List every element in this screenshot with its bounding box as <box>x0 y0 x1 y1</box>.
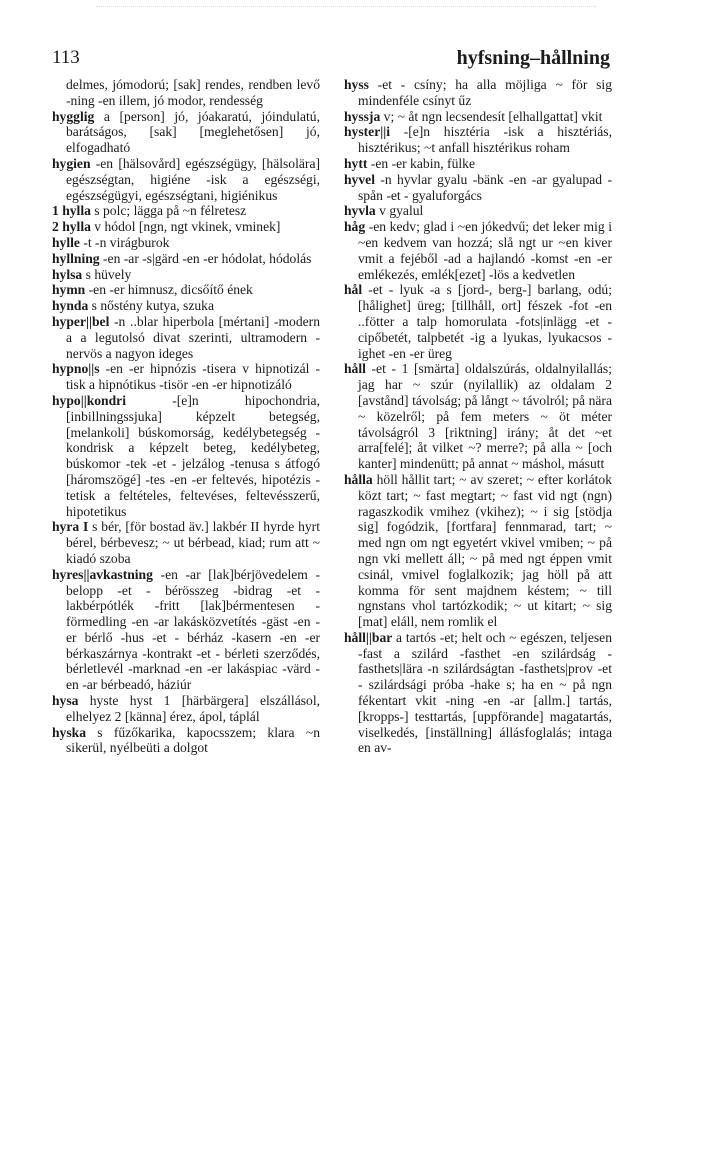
dictionary-entry <box>52 519 320 566</box>
entry-definition: -et - csíny; ha alla möjliga ~ för sig mindenféle csínyt űz <box>358 77 612 108</box>
entry-definition: v hódol [ngn, ngt vkinek, vminek] <box>90 219 281 235</box>
dictionary-entry <box>52 219 320 235</box>
dictionary-entry <box>344 361 612 472</box>
scan-edge-line <box>96 6 596 7</box>
entry-definition: -et - lyuk -a s [jord-, berg-] barlang, odú; [hålighet] üreg; [tillhåll, ort] fészek -fot -en ..fötter a talp homorulata -fots|inlägg -et - cipőbetét, talpbetét -ig a lyukas, lyukacsos -ighet -en -er üreg <box>358 282 612 361</box>
right-column <box>344 77 612 756</box>
dictionary-entry <box>52 109 320 156</box>
entry-headword: hygglig <box>52 108 95 124</box>
dictionary-entry <box>344 472 612 630</box>
dictionary-entry <box>52 314 320 361</box>
entry-headword: hymn <box>52 282 86 298</box>
entry-definition: -en [hälsovård] egészségügy, [hälsolära] egészségtan, higiéne -isk a egészségi, egészségügyi, egészségtani, higiénikus <box>66 155 320 203</box>
entry-definition: v; ~ åt ngn lecsendesít [elhallgattat] vkit <box>380 108 603 124</box>
dictionary-entry <box>344 172 612 204</box>
entry-definition: -[e]n hisztéria -isk a hisztériás, hisztérikus; ~t anfall hisztérikus roham <box>358 124 612 156</box>
entry-headword: hålla <box>344 471 373 487</box>
entry-definition: s hüvely <box>82 266 132 282</box>
entry-headword: hyra I <box>52 519 89 535</box>
entry-headword: hyvel <box>344 171 375 187</box>
entry-headword: hytt <box>344 155 368 171</box>
dictionary-entry <box>344 124 612 156</box>
entry-headword: hål <box>344 282 363 298</box>
entry-headword: hyres||avkastning <box>52 566 153 582</box>
entry-headword: hyper||bel <box>52 313 110 329</box>
entry-headword: håll <box>344 361 366 377</box>
entry-headword: håg <box>344 219 366 235</box>
entry-headword: hyss <box>344 77 369 92</box>
left-column <box>52 77 320 756</box>
entry-headword: hylle <box>52 234 80 250</box>
entry-headword: hyssja <box>344 108 381 124</box>
dictionary-entry <box>344 77 612 109</box>
entry-definition: a [person] jó, jóakaratú, jóindulatú, barátságos, [sak] [meglehetősen] jó, elfogadható <box>66 108 320 156</box>
entry-definition: s nőstény kutya, szuka <box>88 298 215 314</box>
entry-headword: hyllning <box>52 250 100 266</box>
entry-headword: hypo||kondri <box>52 392 126 408</box>
entry-headword: håll||bar <box>344 629 393 645</box>
running-head: hyfsning–hållning <box>456 47 610 69</box>
entry-definition: -en -ar -s|gärd -en -er hódolat, hódolás <box>99 250 312 266</box>
entry-definition: höll hållit tart; ~ av szeret; ~ efter korlátok közt tart; ~ fast megtart; ~ fast vid ngt (ngn) ragaszkodik vmihez (vkihez); ~ i sig [stödja sig] fogódzik, [fortfara] fennmarad, tart; ~ med ngn om ngt egyetért vkivel vmiben; ~ på ngn vki mellett áll; ~ på med ngt éppen vmit csinál, vmivel foglalkozik; jag höll på att komma för sent majdnem késtem; ~ till ngnstans vhol tartózkodik; ~ ut kitart; ~ sig [mat] eláll, nem romlik el <box>358 471 612 630</box>
entry-definition: v gyalul <box>375 203 424 219</box>
dictionary-entry <box>344 156 612 172</box>
entry-definition: -en kedv; glad i ~en jókedvű; det leker mig i ~en kedvem van hozzá; slå ngt ur ~en kiver vmit a fejéből -ad a hajlandó -komst -en -er emlékezés, emlék[ezet] -lös a kedvetlen <box>358 219 612 282</box>
entry-headword: 1 hylla <box>52 203 91 219</box>
entry-headword: hygien <box>52 155 91 171</box>
dictionary-entry <box>52 298 320 314</box>
dictionary-entry <box>52 725 320 757</box>
entry-definition: -n ..blar hiperbola [mértani] -modern a a legutolsó divat szerinti, ultramodern -nervös a nagyon ideges <box>66 313 320 361</box>
entry-definition: -t -n virágburok <box>79 234 170 250</box>
dictionary-entry <box>344 630 612 756</box>
entry-definition: delmes, jómodorú; [sak] rendes, rendben levő -ning -en illem, jó modor, rendesség <box>66 77 320 108</box>
entry-headword: 2 hylla <box>52 219 91 235</box>
dictionary-entry <box>344 282 612 361</box>
entry-definition: -en -er himnusz, dicsőítő ének <box>85 282 253 298</box>
dictionary-entry <box>344 109 612 125</box>
entry-definition: -en -er kabin, fülke <box>367 155 475 171</box>
entry-headword: hyvla <box>344 203 376 219</box>
entry-headword: hysa <box>52 693 79 709</box>
entry-headword: hylsa <box>52 266 83 282</box>
entry-definition: -[e]n hipochondria, [inbillningssjuka] képzelt betegség, [melankoli] búskomorság, kedélybetegség -kondrisk a képzelt beteg, kedélybeteg, búskomor -tek -et - jelzálog -tenusa s átfogó [háromszögé] -tes -en -er feltevés, hipotézis -tetisk a feltételes, feltevéses, feltevésszerű, hipotetikus <box>66 392 320 519</box>
dictionary-entry <box>52 235 320 251</box>
entry-headword: hypno||s <box>52 361 100 377</box>
entry-definition: s fűzőkarika, kapocsszem; klara ~n sikerül, nyélbeüti a dolgot <box>66 724 320 756</box>
dictionary-entry <box>52 77 320 109</box>
entry-definition: -en -er hipnózis -tisera v hipnotizál -tisk a hipnótikus -tisör -en -er hipnotizáló <box>66 361 320 393</box>
entry-definition: a tartós -et; helt och ~ egészen, teljesen -fast a szilárd -fasthet -en szilárdság -fasthets|lära -n szilárdságtan -fasthets|prov -et - szilárdsági próba -hake s; ha en ~ på ngn fékentart vkit -ning -en -ar [allm.] tartás, [kropps-] testtartás, [uppförande] magatartás, viselkedés, [inställning] állásfoglalás; intaga en av- <box>358 629 612 756</box>
dictionary-entry <box>344 219 612 282</box>
dictionary-entry <box>52 693 320 725</box>
entry-definition: -et - 1 [smärta] oldalszúrás, oldalnyilallás; jag har ~ szúr (nyilallik) az oldalam 2 [avstånd] távolság; på långt ~ távolról; på nära ~ közelről; på fem meters ~ öt méter távolságról 3 [riktning] irány; åt det ~et arra[felé]; åt vilket ~? merre?; på alla ~ [och kanter] mindenütt; på annat ~ máshol, másutt <box>358 361 612 472</box>
entry-definition: s bér, [för bostad äv.] lakbér II hyrde hyrt bérel, bérbevesz; ~ ut bérbead, kiad; rum att ~ kiadó szoba <box>66 519 320 566</box>
entry-headword: hyska <box>52 724 87 740</box>
dictionary-entry <box>52 361 320 393</box>
dictionary-entry <box>52 203 320 219</box>
entry-definition: hyste hyst 1 [härbärgera] elszállásol, elhelyez 2 [känna] érez, ápol, táplál <box>66 693 320 724</box>
entry-definition: -en -ar [lak]bérjövedelem -belopp -et - bérösszeg -bidrag -et - lakbérpótlék -fritt [lak]bérmentesen -förmedling -en -ar lakásközvetítés -gäst -en -er bérlő -hus -et - bérház -kasern -en -er bérkaszárnya -kontrakt -et - bérleti szerződés, bérletlevél -marknad -en -er lakáspiac -värd -en -ar bérbeadó, háziúr <box>66 566 320 693</box>
dictionary-entry <box>52 267 320 283</box>
dictionary-entry <box>52 282 320 298</box>
dictionary-entry <box>52 251 320 267</box>
entry-headword: hynda <box>52 298 89 314</box>
page-number: 113 <box>52 47 80 68</box>
dictionary-entry <box>52 567 320 693</box>
dictionary-entry <box>344 203 612 219</box>
entry-definition: -n hyvlar gyalu -bänk -en -ar gyalupad -spån -et - gyaluforgács <box>358 171 612 203</box>
dictionary-entry <box>52 156 320 203</box>
entry-headword: hyster||i <box>344 124 391 140</box>
entry-definition: s polc; lägga på ~n félretesz <box>90 203 247 219</box>
dictionary-entry <box>52 393 320 519</box>
